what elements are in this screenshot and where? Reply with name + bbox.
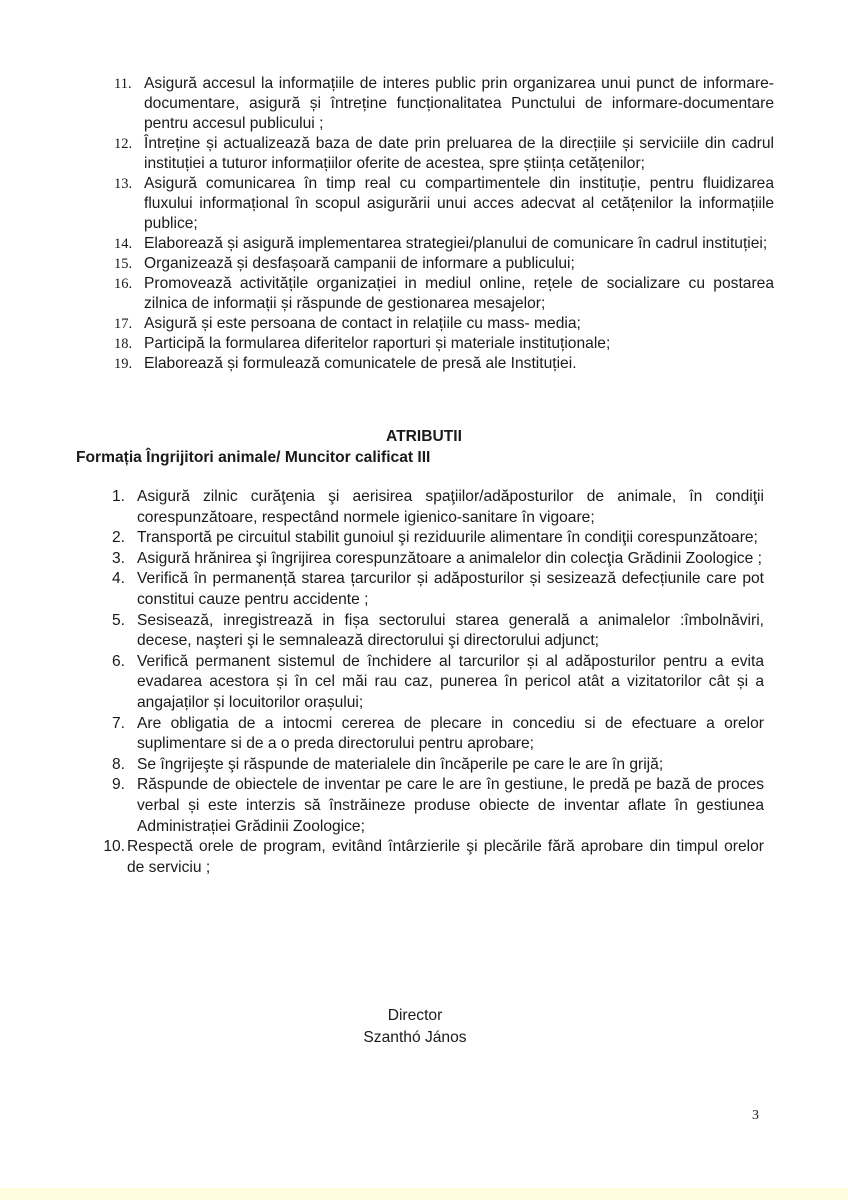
- item-number: 18.: [114, 336, 133, 352]
- item-text: Elaborează și formulează comunicatele de presă ale Instituției.: [144, 355, 577, 372]
- item-number: 3.: [111, 549, 125, 567]
- list-item: [100, 569, 764, 610]
- item-number: 5.: [111, 611, 125, 629]
- item-number: 8.: [111, 755, 125, 773]
- list-item: [100, 528, 764, 549]
- item-number: 15.: [114, 256, 133, 272]
- item-text: Verifică în permanență starea țarcurilor și adăposturilor și sesizează defecțiunile care pot constitui cauze pentru accidente ;: [137, 570, 764, 608]
- item-text: Asigură zilnic curăţenia şi aerisirea spaţiilor/adăposturilor de animale, în condiţii corespunzătoare, respectând normele igienico-sanitare în vigoare;: [137, 488, 764, 526]
- list-item: [100, 837, 764, 878]
- item-text: Respectă orele de program, evitând întârzierile şi plecările fără aprobare din timpul orelor de serviciu ;: [127, 838, 764, 876]
- item-number: 10.: [103, 838, 125, 856]
- list-item: [100, 549, 764, 570]
- list-item: [114, 174, 774, 234]
- item-number: 17.: [114, 316, 133, 332]
- duties-list-continued: [114, 74, 774, 374]
- section-heading: ATRIBUTII: [386, 428, 462, 445]
- list-item: [100, 611, 764, 652]
- list-item: [114, 74, 774, 134]
- item-text: Transportă pe circuitul stabilit gunoiul şi reziduurile alimentare în condiţii corespunzătoare;: [137, 529, 758, 547]
- item-text: Participă la formularea diferitelor raporturi și materiale instituționale;: [144, 335, 611, 352]
- item-number: 7.: [111, 714, 125, 732]
- item-text: Asigură comunicarea în timp real cu compartimentele din instituție, pentru fluidizarea fluxului informațional în scopul asigurării unui acces adecvat al cetățenilor la informațiile publice;: [144, 175, 774, 232]
- item-number: 19.: [114, 356, 133, 372]
- item-number: 13.: [114, 176, 133, 192]
- item-number: 11.: [114, 76, 132, 92]
- item-number: 1.: [111, 488, 125, 505]
- item-text: Verifică permanent sistemul de închidere al tarcurilor și al adăposturilor pentru a evita evadarea acestora și în cel măi rau caz, punerea în pericol atât a vizitatorilor cât și a angajaților și locuitorilor orașului;: [137, 652, 764, 711]
- list-item: [100, 487, 764, 528]
- list-item: [100, 775, 764, 837]
- list-item: [114, 234, 774, 254]
- item-number: 2.: [111, 529, 125, 547]
- item-number: 16.: [114, 276, 133, 292]
- list-item: [114, 314, 774, 334]
- item-text: Se îngrijeşte şi răspunde de materialele din încăperile pe care le are în grijă;: [137, 755, 664, 773]
- item-text: Asigură și este persoana de contact in relațiile cu mass- media;: [144, 315, 581, 332]
- item-text: Întreține și actualizează baza de date prin preluarea de la direcțiile și serviciile din cadrul instituției a tuturor informațiilor oferite de acestea, spre știința cetățenilor;: [144, 135, 774, 172]
- item-text: Asigură hrănirea şi îngrijirea corespunzătoare a animalelor din colecţia Grădinii Zoologice ;: [137, 549, 762, 567]
- item-text: Sesisează, inregistrează in fișa sectorului starea generală a animalelor :îmbolnăviri, decese, naşteri şi le semnalează directorului şi directorului adjunct;: [137, 611, 764, 650]
- item-text: Are obligatia de a intocmi cererea de plecare in concediu si de efectuare a orelor suplimentare si de a o preda directorului pentru aprobare;: [137, 714, 764, 753]
- item-text: Elaborează și asigură implementarea strategiei/planului de comunicare în cadrul instituției;: [144, 235, 768, 252]
- list-item: [114, 354, 774, 374]
- item-text: Promovează activitățile organizației in mediul online, rețele de socializare cu postarea zilnica de informații și răspunde de gestionarea mesajelor;: [144, 275, 774, 312]
- item-text: Răspunde de obiectele de inventar pe care le are în gestiune, le predă pe bază de proces verbal și este interzis să înstrăineze produse obiecte de inventar aflate în gestiunea Administrației Grădinii Zoologice;: [137, 776, 764, 835]
- item-number: 4.: [111, 570, 125, 588]
- item-number: 14.: [114, 236, 133, 252]
- list-item: [114, 334, 774, 354]
- item-number: 12.: [114, 136, 133, 152]
- item-number: 9.: [111, 776, 125, 794]
- signature-name: Szanthó János: [363, 1029, 467, 1046]
- section-subheading: Formația Îngrijitori animale/ Muncitor calificat III: [76, 449, 431, 466]
- page-number: 3: [752, 1108, 759, 1123]
- item-number: 6.: [111, 652, 125, 670]
- item-text: Asigură accesul la informațiile de interes public prin organizarea unui punct de informare-documentare, asigură și întreține funcționalitatea Punctului de informare-documentare pentru accesul publicului ;: [144, 75, 774, 132]
- duties-list: [100, 487, 764, 878]
- list-item: [114, 254, 774, 274]
- list-item: [114, 134, 774, 174]
- list-item: [100, 714, 764, 755]
- item-text: Organizează și desfașoară campanii de informare a publicului;: [144, 255, 575, 272]
- signature-title: Director: [387, 1007, 443, 1024]
- scan-edge: [0, 1188, 848, 1200]
- list-item: [114, 274, 774, 314]
- list-item: [100, 652, 764, 714]
- list-item: [100, 755, 764, 776]
